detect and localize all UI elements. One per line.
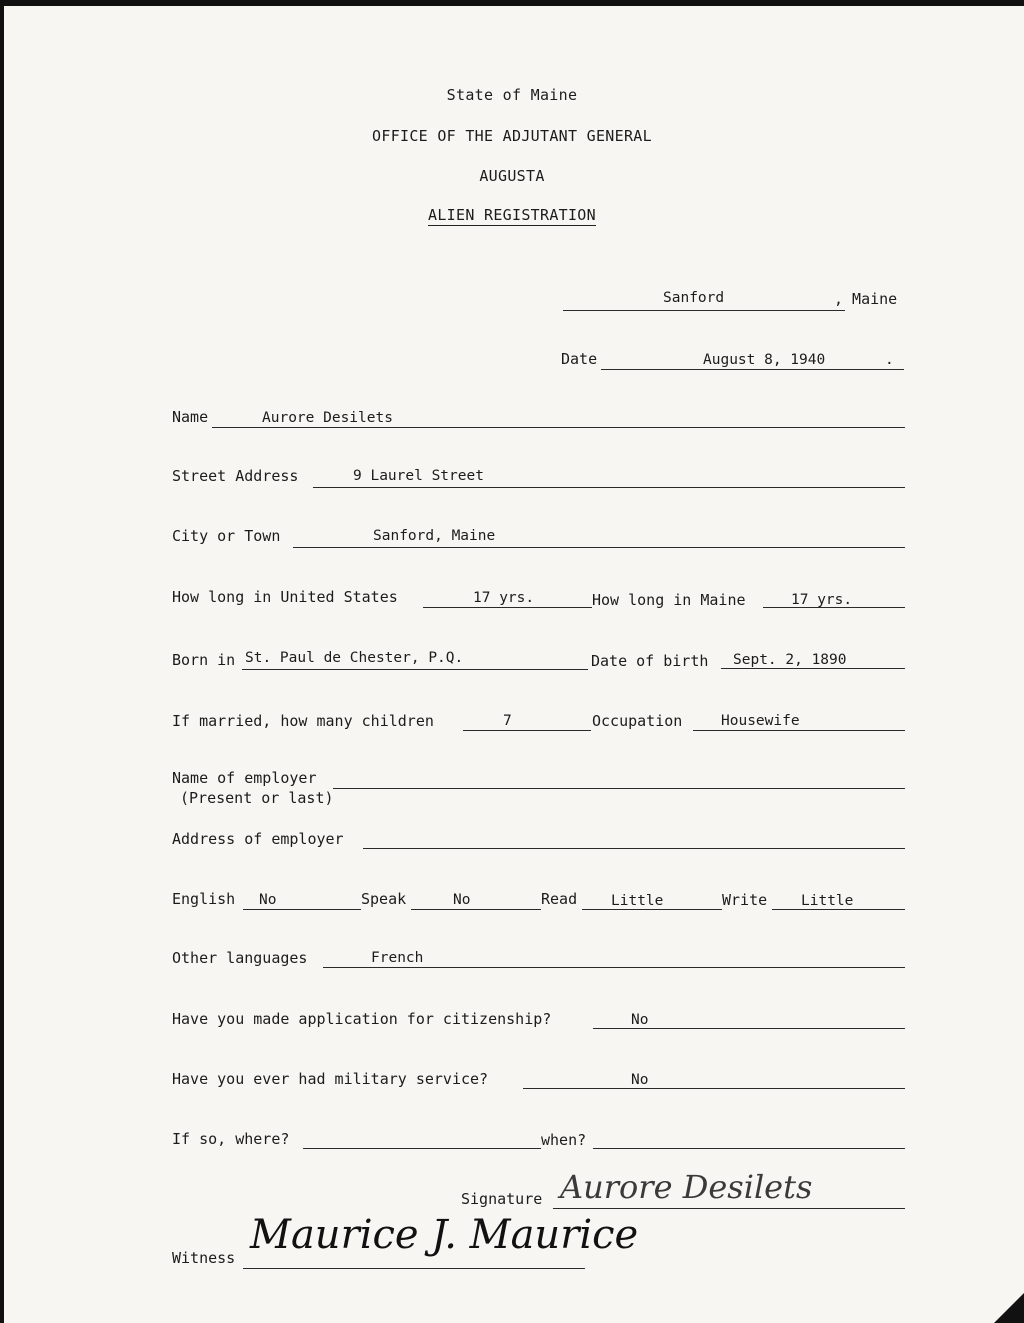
- street-value: 9 Laurel Street: [353, 468, 484, 484]
- date-trail: .: [885, 352, 894, 368]
- maine-years-label: How long in Maine: [592, 591, 746, 609]
- witness-line: [243, 1268, 585, 1269]
- other-languages-line: [323, 967, 905, 968]
- city-label: City or Town: [172, 527, 281, 545]
- when-label: when?: [541, 1131, 587, 1149]
- street-label: Street Address: [172, 467, 299, 485]
- military-line: [523, 1088, 905, 1089]
- born-in-line: [242, 669, 588, 670]
- employer-line: [333, 788, 905, 789]
- form-title-text: ALIEN REGISTRATION: [428, 206, 596, 224]
- witness-handwriting: Maurice J. Maurice: [250, 1212, 639, 1258]
- location-town: Sanford: [663, 290, 725, 306]
- office-heading: OFFICE OF THE ADJUTANT GENERAL: [372, 127, 652, 145]
- speak-line: [411, 909, 541, 910]
- name-line: [212, 427, 905, 428]
- signature-line: [553, 1208, 905, 1209]
- employer-sublabel: (Present or last): [180, 789, 334, 807]
- form-title: [0, 206, 1024, 224]
- employer-address-label: Address of employer: [172, 830, 344, 848]
- citizenship-value: No: [631, 1012, 649, 1028]
- other-languages-label: Other languages: [172, 949, 308, 967]
- city-line: [293, 547, 905, 548]
- employer-label: Name of employer: [172, 769, 317, 787]
- name-label: Name: [172, 408, 209, 426]
- children-line: [463, 730, 591, 731]
- signature-handwriting: Aurore Desilets: [560, 1168, 813, 1206]
- date-line: [601, 369, 904, 370]
- scan-corner-mark: [994, 1293, 1024, 1323]
- write-label: Write: [722, 891, 768, 909]
- born-in-value: St. Paul de Chester, P.Q.: [245, 650, 464, 666]
- date-label: Date: [561, 350, 598, 368]
- english-value: No: [259, 892, 277, 908]
- birth-date-label: Date of birth: [591, 652, 709, 670]
- occupation-label: Occupation: [592, 712, 683, 730]
- where-label: If so, where?: [172, 1130, 290, 1148]
- read-value: Little: [611, 893, 664, 909]
- city-heading: AUGUSTA: [479, 167, 545, 185]
- birth-date-value: Sept. 2, 1890: [733, 652, 847, 668]
- military-label: Have you ever had military service?: [172, 1070, 489, 1088]
- birth-date-line: [721, 668, 905, 669]
- witness-label: Witness: [172, 1249, 236, 1267]
- location-state: , Maine: [834, 290, 898, 308]
- street-line: [313, 487, 905, 488]
- maine-years-value: 17 yrs.: [791, 592, 853, 608]
- occupation-value: Housewife: [721, 713, 800, 729]
- scan-border-left: [0, 0, 4, 1323]
- scan-border-top: [0, 0, 1024, 6]
- employer-address-line: [363, 848, 905, 849]
- us-years-label: How long in United States: [172, 588, 398, 606]
- citizenship-label: Have you made application for citizenship?: [172, 1010, 552, 1028]
- date-value: August 8, 1940: [703, 352, 826, 368]
- us-years-line: [423, 607, 592, 608]
- where-line: [303, 1148, 541, 1149]
- children-value: 7: [503, 713, 512, 729]
- name-value: Aurore Desilets: [262, 410, 393, 426]
- children-label: If married, how many children: [172, 712, 434, 730]
- read-line: [582, 909, 722, 910]
- when-line: [593, 1148, 905, 1149]
- occupation-line: [693, 730, 905, 731]
- other-languages-value: French: [371, 950, 424, 966]
- state-heading: State of Maine: [446, 86, 578, 104]
- military-value: No: [631, 1072, 649, 1088]
- english-label: English: [172, 890, 236, 908]
- speak-value: No: [453, 892, 471, 908]
- english-line: [243, 909, 361, 910]
- citizenship-line: [593, 1028, 905, 1029]
- location-line: [563, 310, 845, 311]
- speak-label: Speak: [361, 890, 407, 908]
- signature-label: Signature: [461, 1190, 543, 1208]
- write-value: Little: [801, 893, 854, 909]
- city-value: Sanford, Maine: [373, 528, 496, 544]
- born-in-label: Born in: [172, 651, 236, 669]
- write-line: [772, 909, 905, 910]
- us-years-value: 17 yrs.: [473, 590, 535, 606]
- read-label: Read: [541, 890, 578, 908]
